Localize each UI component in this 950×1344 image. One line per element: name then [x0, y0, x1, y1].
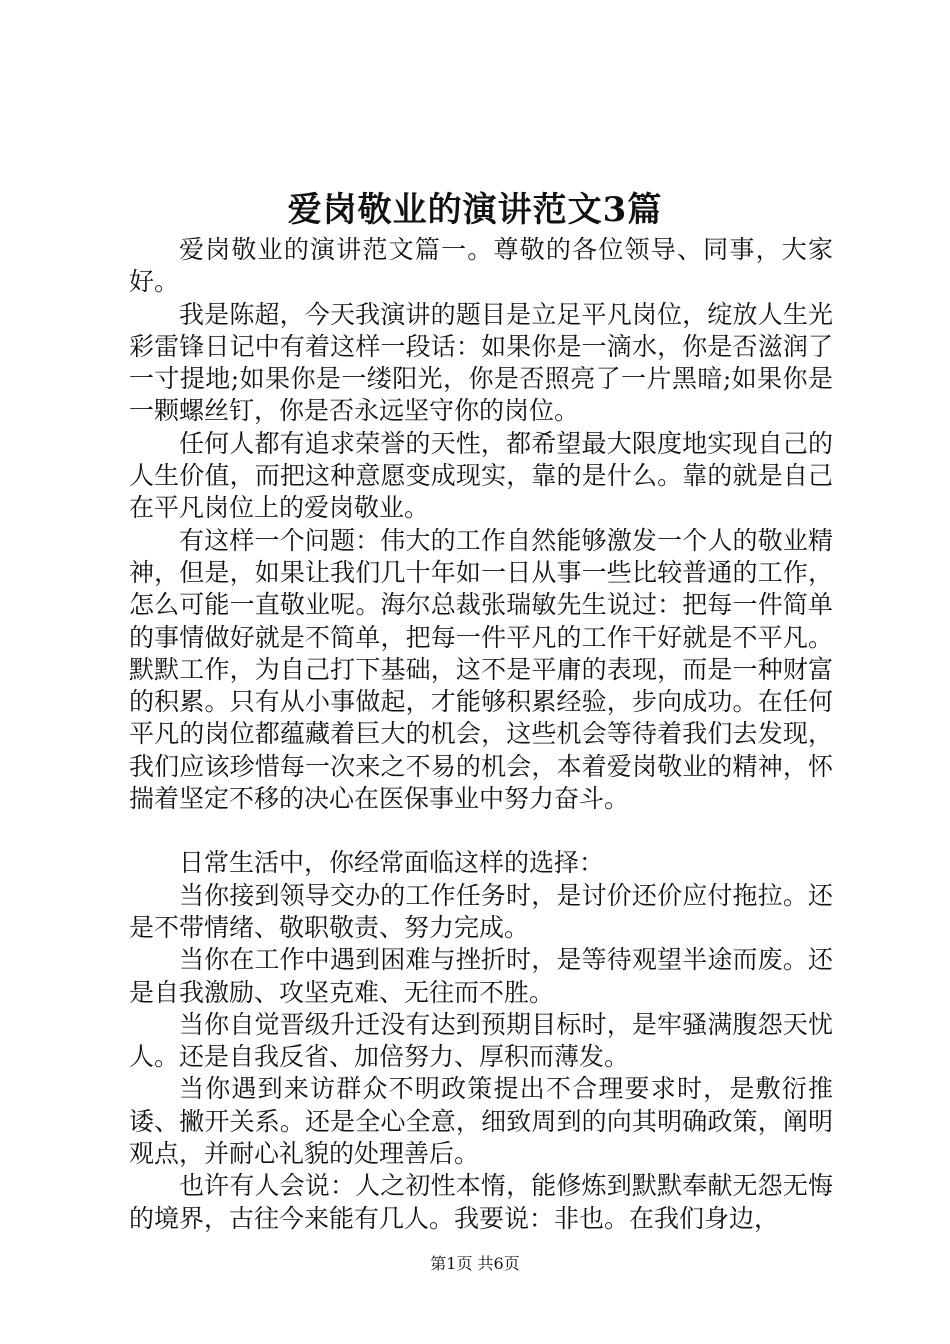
- paragraph: 当你遇到来访群众不明政策提出不合理要求时，是敷衍推诿、撇开关系。还是全心全意，细致周到的向其明确政策，阐明观点，并耐心礼貌的处理善后。: [129, 1074, 833, 1169]
- paragraph: 当你在工作中遇到困难与挫折时，是等待观望半途而废。还是自我激励、攻坚克难、无往而不胜。: [129, 945, 833, 1007]
- paragraph: 日常生活中，你经常面临这样的选择：: [179, 848, 605, 878]
- paragraph: 爱岗敬业的演讲范文篇一。尊敬的各位领导、同事，大家好。: [129, 235, 833, 297]
- paragraph: 当你自觉晋级升迁没有达到预期目标时，是牢骚满腹怨天忧人。还是自我反省、加倍努力、厚积而薄发。: [129, 1009, 833, 1072]
- page-footer: 第1页 共6页: [430, 1254, 520, 1273]
- paragraph: 有这样一个问题：伟大的工作自然能够激发一个人的敬业精神，但是，如果让我们几十年如一日从事一些比较普通的工作，怎么可能一直敬业呢。海尔总裁张瑞敏先生说过：把每一件简单的事情做好就是不简单，把每一件平凡的工作干好就是不平凡。默默工作，为自己打下基础，这不是平庸的表现，而是一种财富的积累。只有从小事做起，才能够积累经验，步向成功。在任何平凡的岗位都蕴藏着巨大的机会，这些机会等待着我们去发现，我们应该珍惜每一次来之不易的机会，本着爱岗敬业的精神，怀揣着坚定不移的决心在医保事业中努力奋斗。: [129, 525, 833, 814]
- paragraph: 也许有人会说：人之初性本惰，能修炼到默默奉献无怨无悔的境界，古往今来能有几人。我要说：非也。在我们身边，: [129, 1171, 833, 1233]
- paragraph: 任何人都有追求荣誉的天性，都希望最大限度地实现自己的人生价值，而把这种意愿变成现实，靠的是什么。靠的就是自己在平凡岗位上的爱岗敬业。: [129, 428, 833, 523]
- document-body: [129, 234, 833, 1235]
- paragraph: 我是陈超，今天我演讲的题目是立足平凡岗位，绽放人生光彩雷锋日记中有着这样一段话：如果你是一滴水，你是否滋润了一寸提地;如果你是一缕阳光，你是否照亮了一片黑暗;如果你是一颗螺丝钉，你是否永远坚守你的岗位。: [129, 299, 833, 426]
- document-title: 爱岗敬业的演讲范文3篇: [287, 190, 663, 230]
- paragraph: 当你接到领导交办的工作任务时，是讨价还价应付拖拉。还是不带情绪、敬职敬责、努力完成。: [129, 880, 833, 942]
